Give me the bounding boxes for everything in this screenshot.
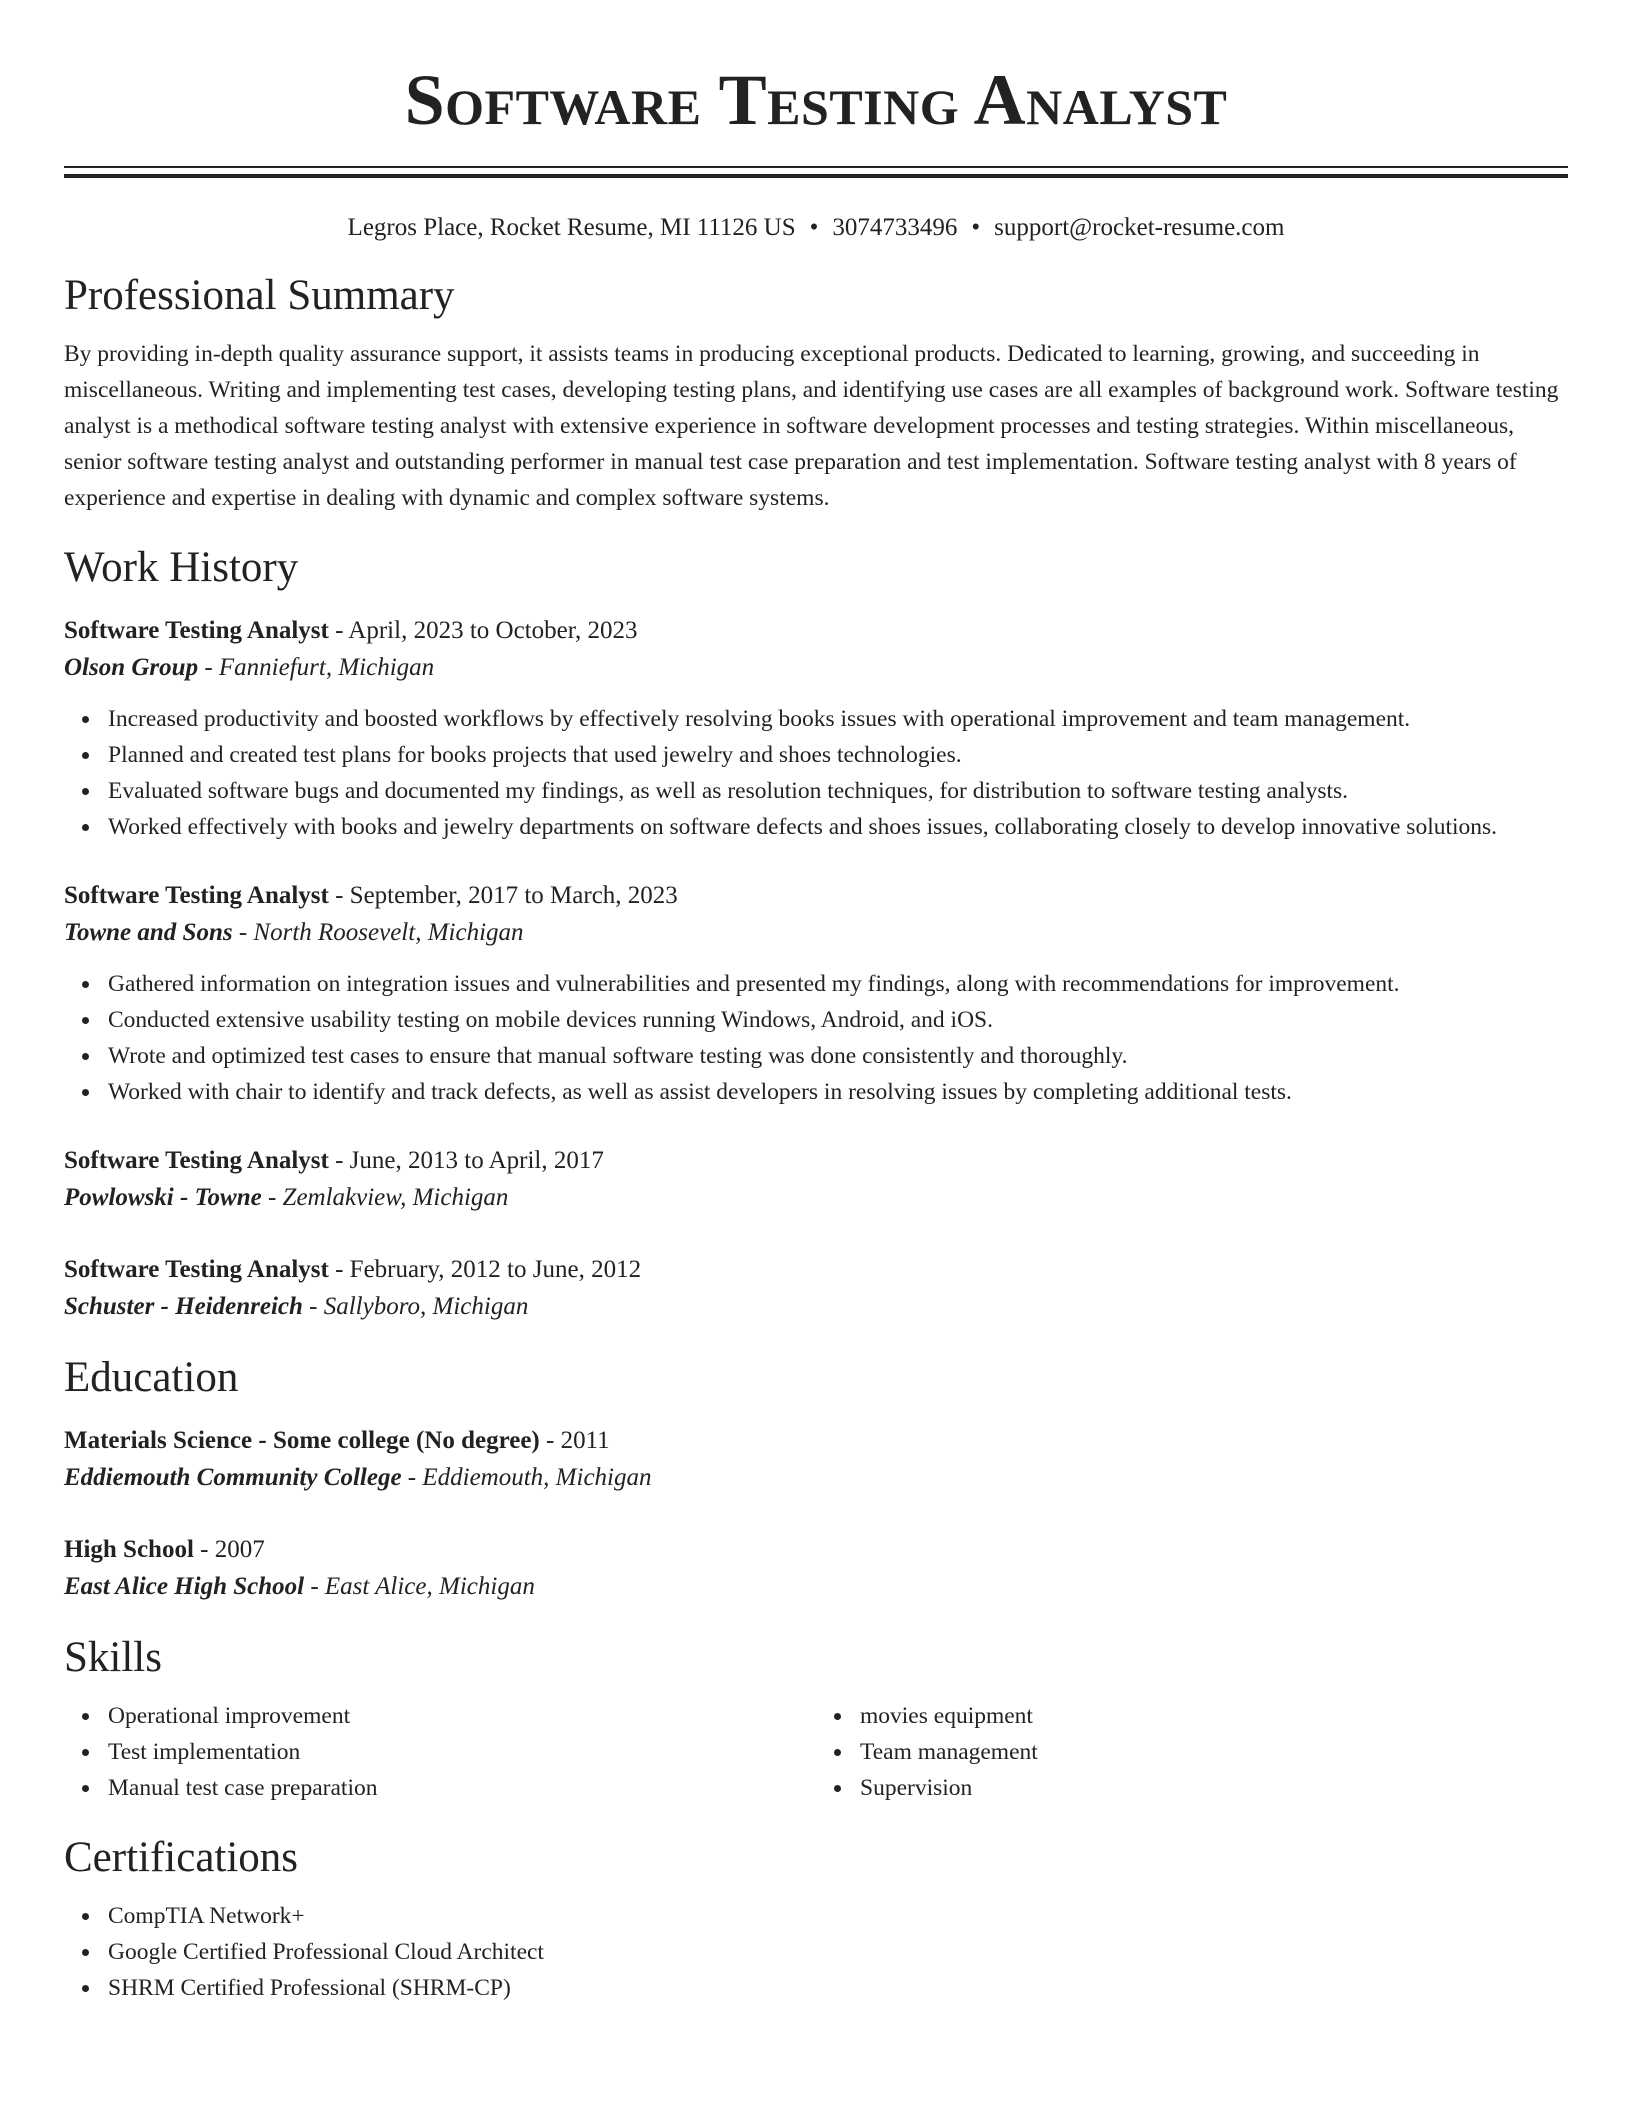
contact-separator: •	[971, 214, 981, 241]
company-name: Olson Group	[64, 654, 199, 681]
school-name: Eddiemouth Community College	[64, 1464, 402, 1491]
company-line	[64, 1179, 1568, 1217]
list-item: Worked with chair to identify and track defects, as well as assist developers in resolving issues by completing additional tests.	[108, 1074, 1568, 1110]
education-entry	[64, 1531, 1568, 1606]
company-name: Towne and Sons	[64, 919, 233, 946]
company-line	[64, 649, 1568, 687]
school-line	[64, 1459, 1568, 1497]
job-dates: - April, 2023 to October, 2023	[328, 617, 638, 644]
list-item: Worked effectively with books and jewelry departments on software defects and shoes issues, collaborating closely to develop innovative solutions.	[108, 809, 1568, 845]
list-item: SHRM Certified Professional (SHRM-CP)	[108, 1970, 1568, 2006]
degree: High School	[64, 1536, 194, 1563]
job-entry	[64, 612, 1568, 845]
contact-address: Legros Place, Rocket Resume, MI 11126 US	[347, 214, 796, 241]
job-entry	[64, 877, 1568, 1110]
skills-column-right	[816, 1698, 1568, 1806]
list-item: Gathered information on integration issues and vulnerabilities and presented my findings, along with recommendations for improvement.	[108, 966, 1568, 1002]
job-title: Software Testing Analyst	[64, 1147, 329, 1174]
school-location: - East Alice, Michigan	[304, 1573, 535, 1600]
summary-paragraph: By providing in-depth quality assurance support, it assists teams in producing exceptional products. Dedicated to learning, growing, and succeeding in miscellaneous. Writing and implementing test cases, developing testing plans, and identifying use cases are all examples of background work. Software testing analyst is a methodical software testing analyst with extensive experience in software development processes and testing strategies. Within miscellaneous, senior software testing analyst and outstanding performer in manual test case preparation and test implementation. Software testing analyst with 8 years of experience and expertise in dealing with dynamic and complex software systems.	[64, 341, 1559, 511]
company-location: - Fanniefurt, Michigan	[198, 654, 435, 681]
title-divider-thick	[64, 174, 1568, 178]
list-item: Wrote and optimized test cases to ensure that manual software testing was done consistently and thoroughly.	[108, 1038, 1568, 1074]
degree-line	[64, 1531, 1568, 1568]
job-bullets	[64, 966, 1568, 1110]
job-entry	[64, 1251, 1568, 1326]
list-item: Evaluated software bugs and documented my findings, as well as resolution techniques, for distribution to software testing analysts.	[108, 773, 1568, 809]
job-title: Software Testing Analyst	[64, 617, 329, 644]
list-item: Increased productivity and boosted workflows by effectively resolving books issues with operational improvement and team management.	[108, 701, 1568, 737]
list-item: Conducted extensive usability testing on mobile devices running Windows, Android, and iOS.	[108, 1002, 1568, 1038]
job-bullets	[64, 701, 1568, 845]
list-item: movies equipment	[860, 1698, 1568, 1734]
company-line	[64, 1288, 1568, 1326]
list-item: Team management	[860, 1734, 1568, 1770]
school-location: - Eddiemouth, Michigan	[401, 1464, 652, 1491]
skills-column-left	[64, 1698, 816, 1806]
job-title-line	[64, 877, 1568, 914]
section-heading-work-history: Work History	[64, 544, 299, 591]
section-heading-certifications: Certifications	[64, 1834, 299, 1881]
section-heading-skills: Skills	[64, 1634, 162, 1681]
job-title-line	[64, 1251, 1568, 1288]
job-title: Software Testing Analyst	[64, 1256, 329, 1283]
school-line	[64, 1568, 1568, 1606]
list-item: Planned and created test plans for books projects that used jewelry and shoes technologies.	[108, 737, 1568, 773]
skills-list	[64, 1698, 1568, 1806]
job-dates: - June, 2013 to April, 2017	[328, 1147, 604, 1174]
contact-line	[64, 212, 1568, 244]
list-item: Operational improvement	[108, 1698, 816, 1734]
job-title: Software Testing Analyst	[64, 882, 329, 909]
company-name: Schuster - Heidenreich	[64, 1293, 303, 1320]
list-item: Google Certified Professional Cloud Architect	[108, 1934, 1568, 1970]
list-item: Manual test case preparation	[108, 1770, 816, 1806]
company-line	[64, 914, 1568, 952]
resume-title: Software Testing Analyst	[404, 60, 1228, 140]
job-title-line	[64, 612, 1568, 649]
job-entry	[64, 1142, 1568, 1217]
company-location: - North Roosevelt, Michigan	[232, 919, 524, 946]
list-item: Test implementation	[108, 1734, 816, 1770]
contact-email: support@rocket-resume.com	[994, 214, 1285, 241]
company-name: Powlowski - Towne	[64, 1184, 262, 1211]
graduation-year: - 2011	[539, 1427, 610, 1454]
certifications-list	[64, 1898, 1568, 2006]
degree-line	[64, 1422, 1568, 1459]
school-name: East Alice High School	[64, 1573, 305, 1600]
list-item: CompTIA Network+	[108, 1898, 1568, 1934]
job-dates: - February, 2012 to June, 2012	[328, 1256, 642, 1283]
list-item: Supervision	[860, 1770, 1568, 1806]
degree: Materials Science - Some college (No degree)	[64, 1427, 540, 1454]
job-title-line	[64, 1142, 1568, 1179]
section-heading-education: Education	[64, 1354, 239, 1401]
contact-separator: •	[809, 214, 819, 241]
education-entry	[64, 1422, 1568, 1497]
contact-phone: 3074733496	[832, 214, 958, 241]
job-dates: - September, 2017 to March, 2023	[328, 882, 678, 909]
section-heading-summary: Professional Summary	[64, 272, 455, 319]
title-divider-thin	[64, 166, 1568, 168]
graduation-year: - 2007	[193, 1536, 265, 1563]
company-location: - Zemlakview, Michigan	[261, 1184, 509, 1211]
company-location: - Sallyboro, Michigan	[302, 1293, 529, 1320]
